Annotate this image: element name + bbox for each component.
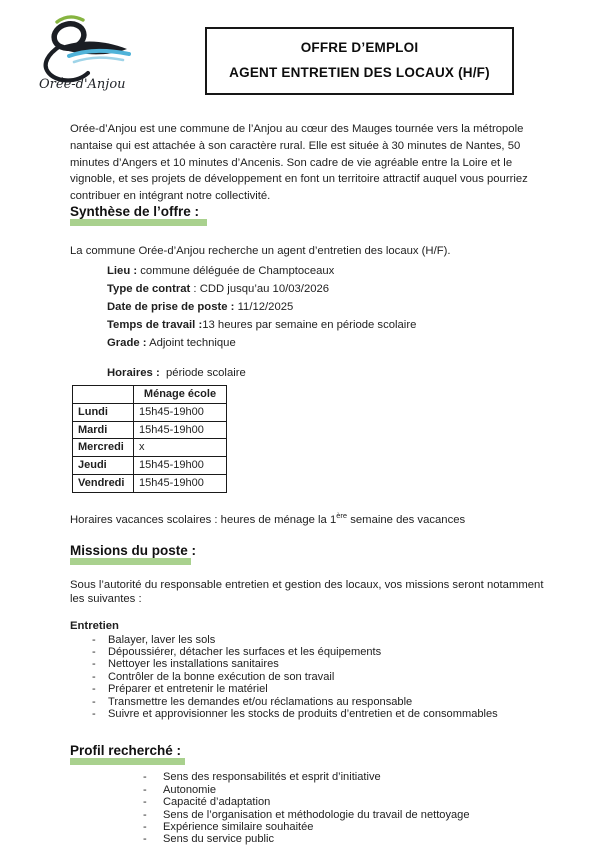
detail-date-label: Date de prise de poste : [107,300,235,313]
table-row [73,474,227,492]
detail-date [107,298,557,316]
list-item [70,771,557,783]
detail-lieu-label: Lieu : [107,264,138,277]
dash-bullet: - [143,783,147,796]
title-line-2: AGENT ENTRETIEN DES LOCAUX (H/F) [229,65,490,80]
schedule-day: Mercredi [73,439,134,457]
mission-item-text: Dépoussiérer, détacher les surfaces et les équipements [108,645,382,658]
dash-bullet: - [92,633,96,646]
mission-item-text: Balayer, laver les sols [108,633,216,646]
dash-bullet: - [92,707,96,720]
list-item [70,809,557,821]
missions-heading-underline [70,558,191,565]
detail-contrat-label: Type de contrat [107,282,191,295]
schedule-hours: 15h45-19h00 [134,457,227,475]
missions-list [70,634,557,721]
vacances-note-prefix: Horaires vacances scolaires : heures de ménage la 1 [70,513,337,526]
list-item [70,696,557,708]
mission-item-text: Transmettre les demandes et/ou réclamations au responsable [108,695,413,708]
detail-grade-value: Adjoint technique [146,336,236,349]
table-row [73,403,227,421]
list-item [70,646,557,658]
list-item [70,833,557,845]
schedule-header-empty [73,385,134,403]
table-row [73,457,227,475]
detail-date-value: 11/12/2025 [234,300,294,313]
schedule-table [72,385,227,493]
mission-item-text: Contrôler de la bonne exécution de son travail [108,670,335,683]
dash-bullet: - [143,821,147,833]
schedule-hours: 15h45-19h00 [134,403,227,421]
dash-bullet: - [143,771,147,784]
list-item [70,784,557,796]
vacances-note-sup: ère [336,510,348,520]
schedule-day: Lundi [73,403,134,421]
table-row [73,421,227,439]
detail-temps-value: 13 heures par semaine en période scolaire [202,318,417,331]
horaires-value: période scolaire [159,366,246,379]
synthese-heading: Synthèse de l’offre : [70,203,200,219]
profil-item-text: Sens du service public [163,833,274,846]
dash-bullet: - [92,670,96,683]
schedule-header-menage: Ménage école [134,385,227,403]
schedule-day: Mardi [73,421,134,439]
detail-lieu [107,262,557,280]
profil-item-text: Sens des responsabilités et esprit d’initiative [163,771,381,784]
detail-contrat-value: : CDD jusqu’au 10/03/2026 [190,282,330,295]
horaires-label: Horaires : [107,366,160,379]
profil-item-text: Capacité d’adaptation [163,796,271,809]
mission-item-text: Préparer et entretenir le matériel [108,683,268,696]
oree-danjou-logo-graphic [38,10,140,102]
profil-item-text: Sens de l’organisation et méthodologie du travail de nettoyage [163,808,470,821]
section-synthese [70,205,557,226]
document-body [70,121,557,846]
dash-bullet: - [143,833,147,846]
vacances-note-suffix: semaine des vacances [347,513,466,526]
list-item [70,634,557,646]
vacances-note [70,509,557,527]
oree-danjou-logo [38,10,140,102]
missions-heading: Missions du poste : [70,542,197,558]
detail-lieu-value: commune déléguée de Champtoceaux [137,264,335,277]
detail-temps [107,316,557,334]
list-item [70,671,557,683]
schedule-day: Vendredi [73,474,134,492]
mission-item-text: Suivre et approvisionner les stocks de produits d’entretien et de consommables [108,707,498,720]
dash-bullet: - [143,808,147,821]
profil-heading-underline [70,758,185,765]
detail-temps-label: Temps de travail : [107,318,203,331]
mission-item-text: Nettoyer les installations sanitaires [108,658,279,671]
synthese-heading-underline [70,219,207,226]
schedule-hours: 15h45-19h00 [134,421,227,439]
list-item [70,658,557,670]
table-row [73,439,227,457]
list-item [70,683,557,695]
profil-heading: Profil recherché : [70,743,182,759]
list-item [70,708,557,720]
dash-bullet: - [92,683,96,696]
section-missions [70,544,557,565]
detail-grade [107,334,557,352]
horaires-line [107,366,557,380]
title-box [205,27,514,95]
dash-bullet: - [92,645,96,658]
synthese-lead: La commune Orée-d’Anjou recherche un agent d’entretien des locaux (H/F). [70,244,451,257]
profil-list [70,771,557,845]
dash-bullet: - [92,695,96,708]
logo-wordmark: Orée-d'Anjou [39,77,126,92]
dash-bullet: - [92,658,96,671]
title-line-1: OFFRE D’EMPLOI [300,40,419,55]
schedule-header-row [73,385,227,403]
profil-item-text: Expérience similaire souhaitée [163,821,314,833]
list-item [70,796,557,808]
detail-contrat [107,280,557,298]
schedule-hours: 15h45-19h00 [134,474,227,492]
dash-bullet: - [143,796,147,809]
list-item [70,821,557,833]
detail-grade-label: Grade : [107,336,147,349]
schedule-day: Jeudi [73,457,134,475]
offer-details [107,262,557,352]
profil-item-text: Autonomie [163,783,217,796]
section-profil [70,744,557,765]
logo-wave-light [74,58,123,62]
missions-intro: Sous l’autorité du responsable entretien et gestion des locaux, vos missions seront notamment les suivantes : [70,578,544,605]
intro-paragraph: Orée-d’Anjou est une commune de l’Anjou au cœur des Mauges tournée vers la métropole nantaise qui est attachée à son caractère rural. Elle est située à 30 minutes de Nantes, 50 minutes d’Angers et 10 minutes d’Ancenis. Son cadre de vie agréable entre la Loire et le vignoble, et ses projets de développement en font un territoire attractif auquel vous pourriez contribuer en intégrant notre collectivité. [70,123,528,203]
schedule-hours: x [134,439,227,457]
missions-subheading: Entretien [70,619,119,632]
